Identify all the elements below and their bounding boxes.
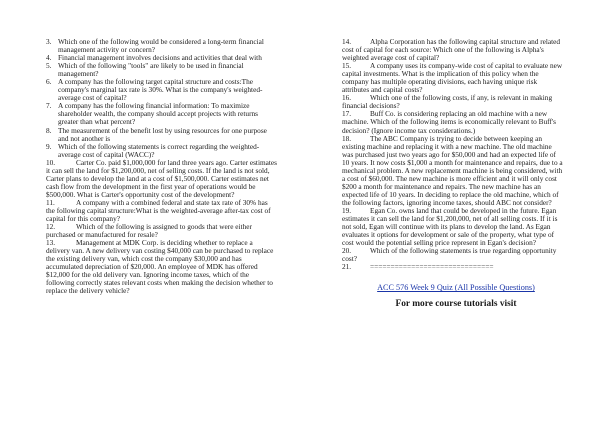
question-5 [46, 62, 278, 78]
course-link-line [342, 283, 564, 293]
question-10 [46, 159, 278, 199]
question-11 [46, 199, 278, 223]
question-14 [342, 38, 564, 62]
question-text: Egan Co. owns land that could be developed in the future. Egan estimates it can sell the land for $1,200,000, net of all selling costs. If it is not sold, Egan will continue with its plans to develop the land. As Egan evaluates it options for development or sale of the property, what type of cost would the potential selling price represent in Egan's decision? [342, 205, 558, 248]
question-number: 7. [46, 101, 52, 111]
question-text: Which one of the following would be considered a long-term financial management activity or concern? [58, 37, 264, 55]
question-number: 9. [46, 141, 52, 151]
question-21-separator [342, 263, 564, 271]
question-number: 21. [342, 263, 352, 272]
question-19 [342, 207, 564, 247]
question-text: A company uses its company-wide cost of capital to evaluate new capital investments. What is the implication of this policy when the company has multiple operating divisions, each having unique risk attributes and capital costs? [342, 61, 563, 95]
question-16 [342, 94, 564, 110]
visit-heading: For more course tutorials visit [395, 299, 517, 310]
question-text: A company has the following target capital structure and costs:The company's marginal tax rate is 30%. What is the company's weighted-average cost of capital? [58, 77, 263, 103]
question-number: 5. [46, 61, 52, 71]
course-link[interactable]: ACC 576 Week 9 Quiz (All Possible Questions) [377, 283, 535, 293]
left-column [46, 38, 278, 296]
question-number: 17. [342, 109, 352, 119]
question-number: 6. [46, 77, 52, 87]
question-7 [46, 102, 278, 126]
question-17 [342, 110, 564, 134]
question-number: 15. [342, 61, 352, 71]
question-number: 3. [46, 37, 52, 46]
question-text: Which of the following statements is true regarding opportunity cost? [342, 246, 557, 264]
question-text: Which of the following is assigned to goods that were either purchased or manufactured for resale? [46, 222, 252, 240]
question-number: 16. [342, 93, 352, 103]
question-text: A company with a combined federal and state tax rate of 30% has the following capital structure:What is the weighted-average after-tax cost of capital for this company? [46, 197, 271, 224]
question-text: Which of the following statements is correct regarding the weighted-average cost of capital (WACC)? [58, 141, 260, 159]
question-text: Management at MDK Corp. is deciding whether to replace a delivery van. A new delivery van costing $40,000 can be purchased to replace the existing delivery van, which cost the company $30,000 and has accumulated depreciation of $20,000. An employee of MDK has offered $12,000 for the old delivery van. Ignoring income taxes, which of the following correctly states relevant costs when making the decision whether to replace the delivery vehicle? [46, 238, 274, 296]
question-text: The measurement of the benefit lost by using resources for one purpose and not another is [58, 125, 267, 143]
question-text: Alpha Corporation has the following capital structure and related cost of capital for each source: Which one of the following is Alpha's weighted average cost of capital? [342, 37, 561, 63]
question-number: 20. [342, 246, 352, 256]
question-number: 10. [46, 157, 56, 167]
question-6 [46, 78, 278, 102]
question-text: Which one of the following costs, if any, is relevant in making financial decisions? [342, 93, 553, 111]
question-9 [46, 143, 278, 159]
question-text: A company has the following financial information: To maximize shareholder wealth, the company should accept projects with returns greater than what percent? [58, 101, 258, 127]
question-number: 14. [342, 37, 352, 46]
question-15 [342, 62, 564, 94]
right-column [342, 38, 564, 310]
question-number: 4. [46, 53, 52, 63]
question-number: 11. [46, 197, 55, 207]
separator-line: ============================== [370, 263, 494, 272]
question-20 [342, 247, 564, 263]
question-number: 8. [46, 125, 52, 135]
question-12 [46, 223, 278, 239]
question-18 [342, 135, 564, 207]
question-3 [46, 38, 278, 54]
question-13 [46, 239, 278, 295]
question-text: Which of the following "tools" are likely to be used in financial management? [58, 61, 244, 79]
question-number: 18. [342, 133, 352, 143]
question-text: Carter Co. paid $1,000,000 for land three years ago. Carter estimates it can sell the land for $1,200,000, net of selling costs. If the land is not sold, Carter plans to develop the land at a cost of $1,500,000. Carter estimates net cash flow from the development in the first year of operations would be $500,000. What is Carter's opportunity cost of the development? [46, 157, 278, 199]
question-number: 12. [46, 222, 56, 232]
question-text: Financial management involves decisions and activities that deal with [58, 53, 262, 63]
question-text: Buff Co. is considering replacing an old machine with a new machine. Which of the following items is economically relevant to Buff's decision? (Ignore income tax considerations.) [342, 109, 557, 135]
question-number: 19. [342, 205, 352, 215]
question-8 [46, 127, 278, 143]
question-text: The ABC Company is trying to decide between keeping an existing machine and replacing it with a new machine. The old machine was purchased just two years ago for $50,000 and had an expected life of 10 years. It now costs $1,000 a month for maintenance and repairs, due to a mechanical problem. A new replacement machine is being considered, with a cost of $60,000. The new machine is more efficient and it will only cost $200 a month for maintenance and repairs. The new machine has an expected life of 10 years. In deciding to replace the old machine, which of the following factors, ignoring income taxes, should ABC not consider? [342, 133, 563, 207]
question-number: 13. [46, 238, 56, 248]
